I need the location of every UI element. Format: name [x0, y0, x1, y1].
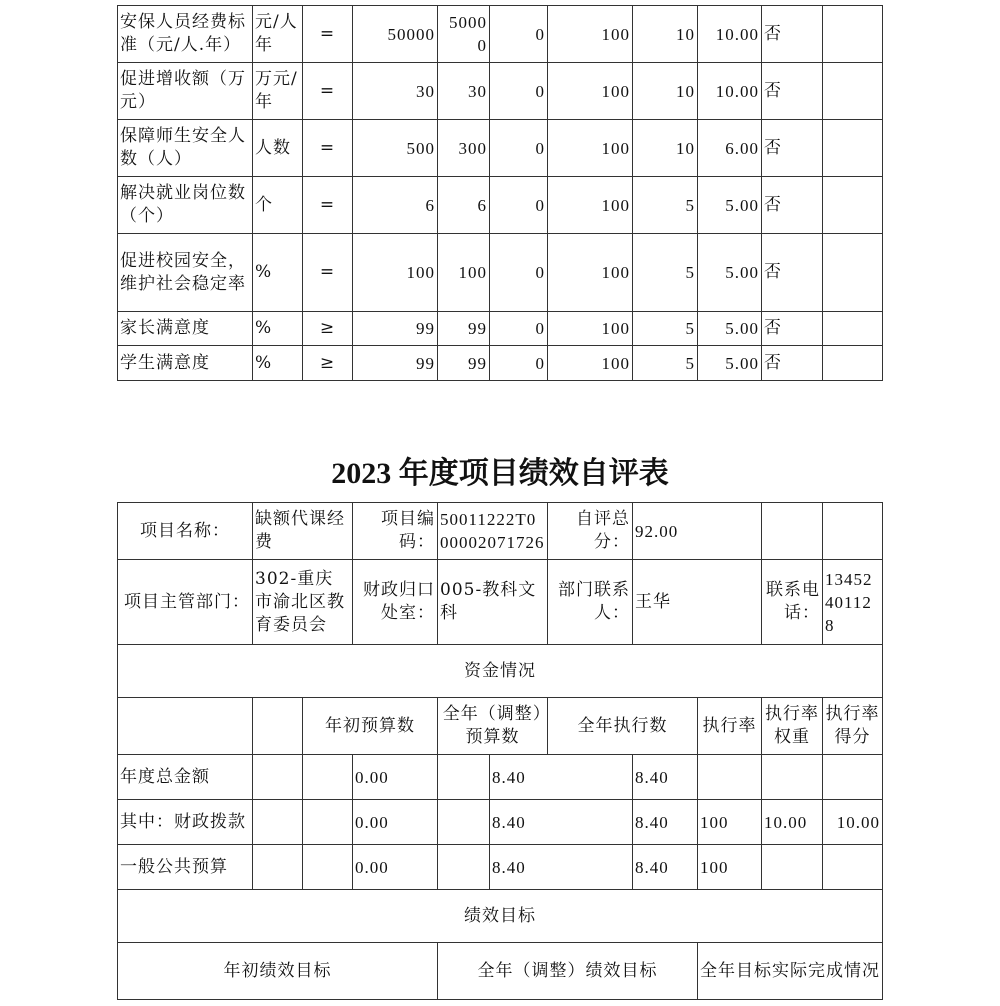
empty-cell [253, 755, 303, 800]
table-row [118, 234, 883, 312]
empty-cell [303, 755, 353, 800]
indicator-name: 保障师生安全人数（人） [118, 120, 253, 177]
indicator-actual: 30 [438, 63, 490, 120]
empty-cell [823, 63, 883, 120]
self-score-label: 自评总分： [548, 503, 633, 560]
col-rate-weight: 执行率权重 [762, 698, 823, 755]
indicator-name: 促进校园安全，维护社会稳定率 [118, 234, 253, 312]
fund-row-label: 年度总金额 [118, 755, 253, 800]
fund-initial: 0.00 [353, 800, 438, 845]
indicator-score: 5.00 [698, 234, 762, 312]
indicator-actual: 6 [438, 177, 490, 234]
indicator-value: 0 [490, 63, 548, 120]
table-row [118, 120, 883, 177]
fund-rate: 100 [698, 800, 762, 845]
indicator-actual: 99 [438, 346, 490, 381]
empty-cell [253, 698, 303, 755]
fund-executed: 8.40 [633, 800, 698, 845]
contact-value: 王华 [633, 560, 762, 645]
department-label: 项目主管部门： [118, 560, 253, 645]
contact-label: 部门联系人： [548, 560, 633, 645]
indicator-weight: 5 [633, 346, 698, 381]
indicator-unit: % [253, 234, 303, 312]
empty-cell [303, 845, 353, 890]
table-row [118, 63, 883, 120]
project-name-label: 项目名称： [118, 503, 253, 560]
indicator-unit: 个 [253, 177, 303, 234]
col-initial-budget: 年初预算数 [303, 698, 438, 755]
fund-initial: 0.00 [353, 755, 438, 800]
department-value: 302-重庆市渝北区教育委员会 [253, 560, 353, 645]
indicator-value: 0 [490, 6, 548, 63]
indicator-operator: = [303, 234, 353, 312]
indicator-name: 解决就业岗位数（个） [118, 177, 253, 234]
indicator-target: 6 [353, 177, 438, 234]
indicator-value: 0 [490, 346, 548, 381]
empty-cell [762, 503, 823, 560]
indicator-score: 6.00 [698, 120, 762, 177]
indicator-table [117, 5, 883, 381]
empty-cell [438, 845, 490, 890]
empty-cell [303, 800, 353, 845]
col-rate: 执行率 [698, 698, 762, 755]
indicator-unit: % [253, 312, 303, 346]
indicator-flag: 否 [762, 234, 823, 312]
funds-section-header: 资金情况 [118, 645, 883, 698]
empty-cell [438, 755, 490, 800]
table-row [118, 800, 883, 845]
empty-cell [253, 800, 303, 845]
indicator-target: 99 [353, 346, 438, 381]
empty-cell [823, 120, 883, 177]
perf-actual-header: 全年目标实际完成情况 [698, 943, 883, 1000]
fund-rate-weight [762, 845, 823, 890]
indicator-score: 5.00 [698, 346, 762, 381]
table-row [118, 943, 883, 1000]
indicator-flag: 否 [762, 177, 823, 234]
page-title: 2023 年度项目绩效自评表 [331, 457, 669, 490]
fund-adjusted: 8.40 [490, 755, 633, 800]
performance-section-header: 绩效目标 [118, 890, 883, 943]
table-row [118, 177, 883, 234]
fund-rate-weight: 10.00 [762, 800, 823, 845]
indicator-target: 100 [353, 234, 438, 312]
empty-cell [253, 845, 303, 890]
indicator-operator: = [303, 120, 353, 177]
finance-office-label: 财政归口处室： [353, 560, 438, 645]
fund-rate-score [823, 845, 883, 890]
indicator-flag: 否 [762, 6, 823, 63]
fund-rate [698, 755, 762, 800]
indicator-score: 10.00 [698, 6, 762, 63]
indicator-target: 30 [353, 63, 438, 120]
fund-initial: 0.00 [353, 845, 438, 890]
empty-cell [823, 503, 883, 560]
fund-rate-score [823, 755, 883, 800]
indicator-value: 0 [490, 312, 548, 346]
fund-adjusted: 8.40 [490, 845, 633, 890]
phone-value: 13452401128 [823, 560, 883, 645]
table-row [118, 845, 883, 890]
table-row [118, 503, 883, 560]
indicator-operator: = [303, 177, 353, 234]
fund-executed: 8.40 [633, 845, 698, 890]
indicator-weight: 10 [633, 6, 698, 63]
fund-rate: 100 [698, 845, 762, 890]
indicator-flag: 否 [762, 120, 823, 177]
col-rate-score: 执行率得分 [823, 698, 883, 755]
indicator-operator: = [303, 63, 353, 120]
indicator-name: 学生满意度 [118, 346, 253, 381]
project-code-value: 50011222T000002071726 [438, 503, 548, 560]
indicator-name: 家长满意度 [118, 312, 253, 346]
indicator-weight: 5 [633, 234, 698, 312]
indicator-target: 99 [353, 312, 438, 346]
indicator-operator: ≥ [303, 346, 353, 381]
indicator-value: 100 [548, 234, 633, 312]
indicator-weight: 10 [633, 120, 698, 177]
indicator-target: 500 [353, 120, 438, 177]
table-row [118, 698, 883, 755]
table-row [118, 312, 883, 346]
indicator-actual: 100 [438, 234, 490, 312]
indicator-weight: 5 [633, 312, 698, 346]
indicator-score: 5.00 [698, 312, 762, 346]
table-row [118, 346, 883, 381]
empty-cell [823, 6, 883, 63]
indicator-value: 0 [490, 177, 548, 234]
self-score-value: 92.00 [633, 503, 762, 560]
indicator-score: 5.00 [698, 177, 762, 234]
indicator-value: 100 [548, 6, 633, 63]
fund-row-label: 一般公共预算 [118, 845, 253, 890]
empty-cell [823, 234, 883, 312]
indicator-flag: 否 [762, 63, 823, 120]
phone-label: 联系电话： [762, 560, 823, 645]
indicator-name: 安保人员经费标准（元/人.年） [118, 6, 253, 63]
indicator-flag: 否 [762, 312, 823, 346]
perf-adjusted-header: 全年（调整）绩效目标 [438, 943, 698, 1000]
indicator-name: 促进增收额（万元） [118, 63, 253, 120]
empty-cell [118, 698, 253, 755]
project-name-value: 缺额代课经费 [253, 503, 353, 560]
indicator-value: 0 [490, 120, 548, 177]
indicator-value: 100 [548, 63, 633, 120]
indicator-value: 100 [548, 312, 633, 346]
empty-cell [823, 177, 883, 234]
indicator-unit: 万元/年 [253, 63, 303, 120]
project-code-label: 项目编码： [353, 503, 438, 560]
fund-executed: 8.40 [633, 755, 698, 800]
indicator-unit: % [253, 346, 303, 381]
indicator-actual: 99 [438, 312, 490, 346]
fund-row-label: 其中：财政拨款 [118, 800, 253, 845]
indicator-score: 10.00 [698, 63, 762, 120]
empty-cell [438, 800, 490, 845]
indicator-actual: 50000 [438, 6, 490, 63]
empty-cell [823, 346, 883, 381]
indicator-actual: 300 [438, 120, 490, 177]
indicator-value: 100 [548, 120, 633, 177]
indicator-unit: 人数 [253, 120, 303, 177]
evaluation-table [117, 502, 883, 1000]
empty-cell [823, 312, 883, 346]
fund-rate-weight [762, 755, 823, 800]
table-row [118, 6, 883, 63]
indicator-value: 0 [490, 234, 548, 312]
perf-initial-header: 年初绩效目标 [118, 943, 438, 1000]
indicator-operator: = [303, 6, 353, 63]
indicator-flag: 否 [762, 346, 823, 381]
fund-adjusted: 8.40 [490, 800, 633, 845]
finance-office-value: 005-教科文科 [438, 560, 548, 645]
table-row [118, 560, 883, 645]
indicator-value: 100 [548, 346, 633, 381]
table-row [118, 755, 883, 800]
indicator-weight: 10 [633, 63, 698, 120]
indicator-weight: 5 [633, 177, 698, 234]
indicator-value: 100 [548, 177, 633, 234]
indicator-unit: 元/人年 [253, 6, 303, 63]
table-row [118, 645, 883, 698]
fund-rate-score: 10.00 [823, 800, 883, 845]
col-executed: 全年执行数 [548, 698, 698, 755]
indicator-operator: ≥ [303, 312, 353, 346]
col-adjusted-budget: 全年（调整）预算数 [438, 698, 548, 755]
indicator-target: 50000 [353, 6, 438, 63]
table-row [118, 890, 883, 943]
